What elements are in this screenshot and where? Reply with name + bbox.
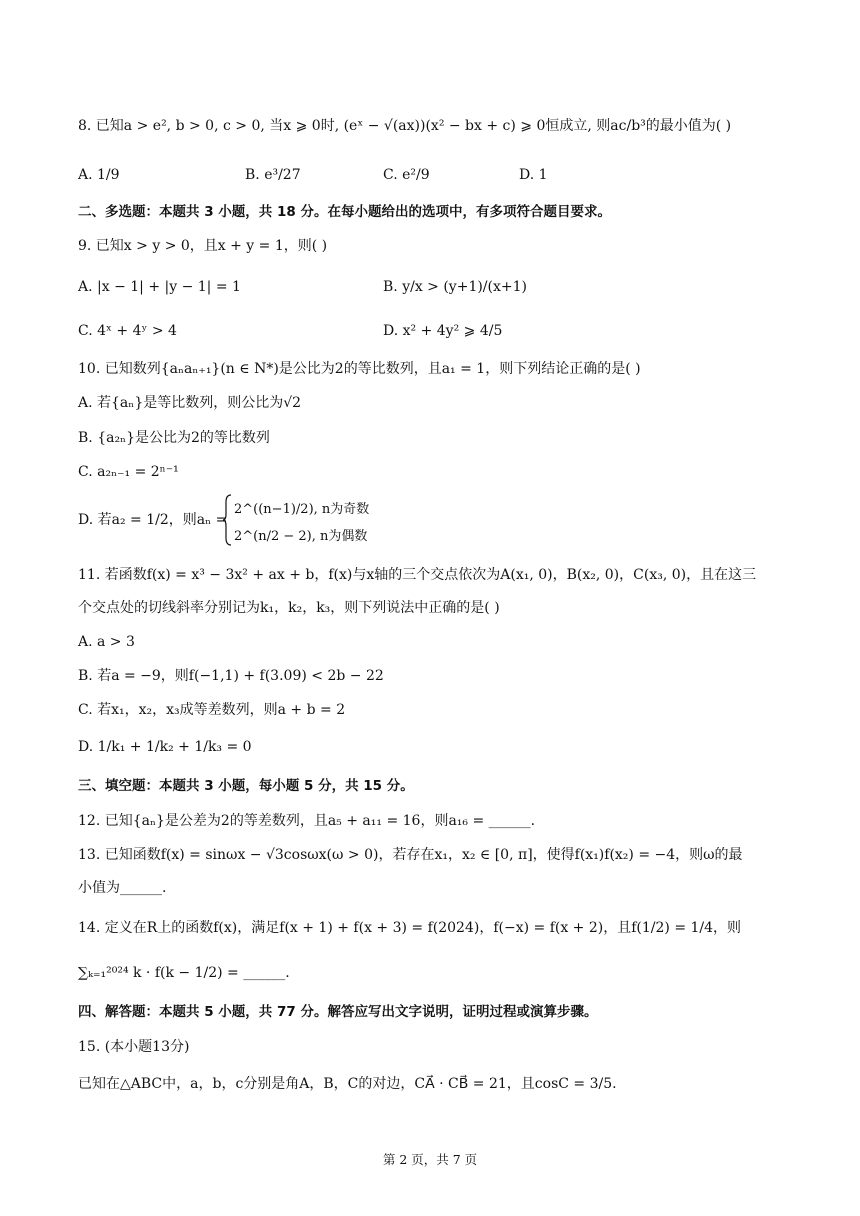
page-footer: 第 2 页，共 7 页 [382,1152,478,1167]
question-9-option-b: B. y/x > (y+1)/(x+1) [383,279,527,295]
question-11-stem-line2: 个交点处的切线斜率分别记为k₁，k₂，k₃，则下列说法中正确的是( ) [78,600,500,616]
question-8-option-a: A. 1/9 [78,167,120,183]
question-11-option-d: D. 1/k₁ + 1/k₂ + 1/k₃ = 0 [78,739,252,755]
question-11-option-a: A. a > 3 [78,634,135,650]
question-13-stem-line2: 小值为______. [78,880,167,896]
question-9-stem: 9. 已知x > y > 0，且x + y = 1，则( ) [78,238,328,254]
question-10-case-even: 2^(n/2 − 2), n为偶数 [234,529,368,544]
question-8-option-d: D. 1 [519,167,548,183]
question-8-option-b: B. e³/27 [245,167,301,183]
question-8-option-c: C. e²/9 [383,167,430,183]
question-11-option-b: B. 若a = −9，则f(−1,1) + f(3.09) < 2b − 22 [78,668,384,684]
question-11-stem-line1: 11. 若函数f(x) = x³ − 3x² + ax + b，f(x)与x轴的三个交点依次为A(x₁, 0)，B(x₂, 0)，C(x₃, 0)，且在这三 [78,567,757,583]
question-10-option-d: D. 若a₂ = 1/2，则aₙ = [78,512,228,528]
question-10-stem: 10. 已知数列{aₙaₙ₊₁}(n ∈ N*)是公比为2的等比数列，且a₁ = 1，则下列结论正确的是( ) [78,361,641,377]
question-11-option-c: C. 若x₁，x₂，x₃成等差数列，则a + b = 2 [78,702,346,718]
section-3-heading: 三、填空题：本题共 3 小题，每小题 5 分，共 15 分。 [78,778,414,794]
question-9-option-c: C. 4ˣ + 4ʸ > 4 [78,323,177,339]
question-14-stem-line2: ∑ₖ₌₁²⁰²⁴ k · f(k − 1/2) = ______. [78,965,290,981]
piecewise-brace-icon [222,494,232,546]
question-10-option-c: C. a₂ₙ₋₁ = 2ⁿ⁻¹ [78,464,179,480]
question-10-option-b: B. {a₂ₙ}是公比为2的等比数列 [78,430,270,446]
question-15-stem: 已知在△ABC中，a，b，c分别是角A，B，C的对边，CA⃗ · CB⃗ = 21，且cosC = 3/5. [78,1076,617,1092]
section-2-heading: 二、多选题：本题共 3 小题，共 18 分。在每小题给出的选项中，有多项符合题目要求。 [78,204,611,220]
question-14-stem-line1: 14. 定义在R上的函数f(x)，满足f(x + 1) + f(x + 3) = f(2024)，f(−x) = f(x + 2)，且f(1/2) = 1/4，则 [78,920,742,936]
question-8-stem: 8. 已知a > e², b > 0, c > 0, 当x ⩾ 0时, (eˣ − √(ax))(x² − bx + c) ⩾ 0恒成立, 则ac/b³的最小值为( ) [78,118,732,134]
question-15-heading: 15. (本小题13分) [78,1039,190,1055]
question-10-option-a: A. 若{aₙ}是等比数列，则公比为√2 [78,395,302,411]
question-10-case-odd: 2^((n−1)/2), n为奇数 [234,502,370,517]
section-4-heading: 四、解答题：本题共 5 小题，共 77 分。解答应写出文字说明，证明过程或演算步骤。 [78,1004,598,1020]
question-12-stem: 12. 已知{aₙ}是公差为2的等差数列，且a₅ + a₁₁ = 16，则a₁₆ = ______. [78,813,536,829]
question-13-stem-line1: 13. 已知函数f(x) = sinωx − √3cosωx(ω > 0)，若存在x₁，x₂ ∈ [0, π]，使得f(x₁)f(x₂) = −4，则ω的最 [78,847,743,863]
question-9-option-a: A. |x − 1| + |y − 1| = 1 [78,279,241,295]
question-9-option-d: D. x² + 4y² ⩾ 4/5 [383,323,503,339]
